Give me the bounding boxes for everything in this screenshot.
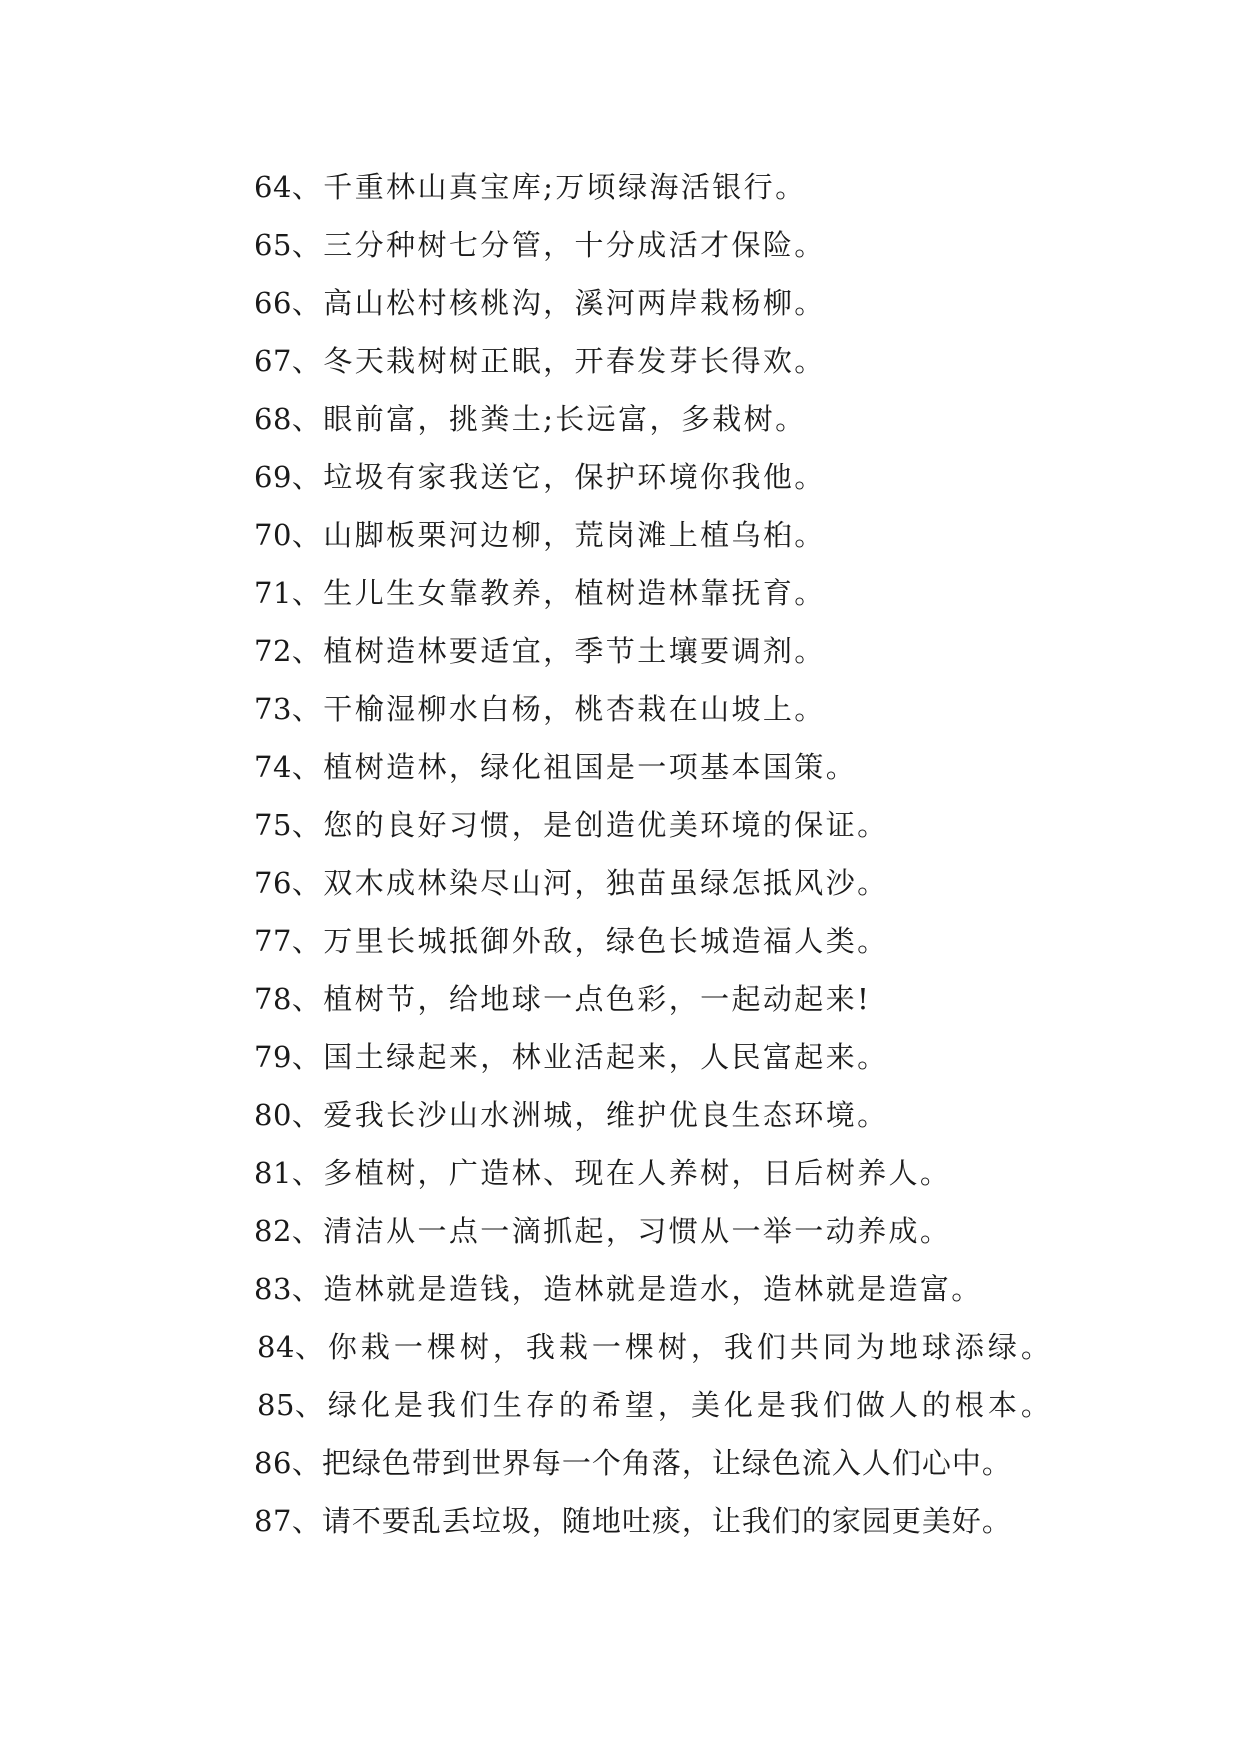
- slogan-number: 74: [254, 750, 292, 784]
- slogan-number: 71: [254, 576, 292, 610]
- slogan-number: 66: [254, 286, 292, 320]
- slogan-number: 84: [257, 1330, 295, 1364]
- slogan-text: 、你栽一棵树，我栽一棵树，我们共同为地球添绿。: [294, 1330, 1054, 1364]
- slogan-item: [254, 680, 1154, 738]
- slogan-number: 85: [257, 1388, 295, 1422]
- slogan-item: [254, 448, 1154, 506]
- slogan-text: 、请不要乱丢垃圾，随地吐痰，让我们的家园更美好。: [291, 1504, 1012, 1538]
- slogan-text: 、山脚板栗河边柳，荒岗滩上植乌桕。: [291, 518, 826, 552]
- slogan-text: 、双木成林染尽山河，独苗虽绿怎抵风沙。: [291, 866, 889, 900]
- slogan-text: 、爱我长沙山水洲城，维护优良生态环境。: [291, 1098, 889, 1132]
- slogan-number: 82: [254, 1214, 292, 1248]
- slogan-text: 、植树节，给地球一点色彩，一起动起来!: [291, 982, 872, 1016]
- slogan-number: 69: [254, 460, 292, 494]
- slogan-item: [254, 738, 1154, 796]
- slogan-list: [254, 158, 1154, 1550]
- slogan-number: 77: [254, 924, 292, 958]
- slogan-number: 87: [254, 1504, 292, 1538]
- slogan-number: 79: [254, 1040, 292, 1074]
- slogan-text: 、您的良好习惯，是创造优美环境的保证。: [291, 808, 889, 842]
- slogan-item: [254, 1376, 1154, 1434]
- slogan-item: [254, 216, 1154, 274]
- slogan-item: [254, 390, 1154, 448]
- slogan-number: 78: [254, 982, 292, 1016]
- slogan-item: [254, 332, 1154, 390]
- slogan-text: 、多植树，广造林、现在人养树，日后树养人。: [291, 1156, 952, 1190]
- slogan-number: 67: [254, 344, 292, 378]
- slogan-number: 75: [254, 808, 292, 842]
- slogan-text: 、三分种树七分管，十分成活才保险。: [291, 228, 826, 262]
- slogan-item: [254, 854, 1154, 912]
- slogan-text: 、万里长城抵御外敌，绿色长城造福人类。: [291, 924, 889, 958]
- slogan-number: 68: [254, 402, 292, 436]
- slogan-text: 、国土绿起来，林业活起来，人民富起来。: [291, 1040, 889, 1074]
- slogan-item: [254, 1260, 1154, 1318]
- slogan-item: [254, 1492, 1154, 1550]
- slogan-number: 81: [254, 1156, 292, 1190]
- slogan-text: 、眼前富，挑粪土;长远富，多栽树。: [291, 402, 807, 436]
- slogan-item: [254, 912, 1154, 970]
- slogan-text: 、千重林山真宝库;万顷绿海活银行。: [291, 170, 807, 204]
- slogan-item: [254, 506, 1154, 564]
- slogan-item: [254, 1434, 1154, 1492]
- slogan-item: [254, 158, 1154, 216]
- slogan-text: 、干榆湿柳水白杨，桃杏栽在山坡上。: [291, 692, 826, 726]
- slogan-text: 、绿化是我们生存的希望，美化是我们做人的根本。: [294, 1388, 1054, 1422]
- slogan-number: 64: [254, 170, 292, 204]
- slogan-number: 83: [254, 1272, 292, 1306]
- slogan-item: [254, 622, 1154, 680]
- slogan-number: 72: [254, 634, 292, 668]
- slogan-item: [254, 274, 1154, 332]
- slogan-text: 、生儿生女靠教养，植树造林靠抚育。: [291, 576, 826, 610]
- slogan-text: 、垃圾有家我送它，保护环境你我他。: [291, 460, 826, 494]
- slogan-text: 、清洁从一点一滴抓起，习惯从一举一动养成。: [291, 1214, 952, 1248]
- slogan-text: 、把绿色带到世界每一个角落，让绿色流入人们心中。: [291, 1446, 1012, 1480]
- slogan-item: [254, 564, 1154, 622]
- slogan-item: [254, 1028, 1154, 1086]
- slogan-text: 、植树造林，绿化祖国是一项基本国策。: [291, 750, 858, 784]
- slogan-number: 86: [254, 1446, 292, 1480]
- slogan-number: 70: [254, 518, 292, 552]
- slogan-number: 76: [254, 866, 292, 900]
- slogan-text: 、冬天栽树树正眠，开春发芽长得欢。: [291, 344, 826, 378]
- slogan-text: 、高山松村核桃沟，溪河两岸栽杨柳。: [291, 286, 826, 320]
- slogan-item: [254, 1144, 1154, 1202]
- slogan-text: 、植树造林要适宜，季节土壤要调剂。: [291, 634, 826, 668]
- slogan-item: [254, 1318, 1154, 1376]
- slogan-item: [254, 970, 1154, 1028]
- slogan-number: 80: [254, 1098, 292, 1132]
- slogan-item: [254, 796, 1154, 854]
- slogan-item: [254, 1202, 1154, 1260]
- slogan-number: 73: [254, 692, 292, 726]
- slogan-text: 、造林就是造钱，造林就是造水，造林就是造富。: [291, 1272, 983, 1306]
- slogan-item: [254, 1086, 1154, 1144]
- slogan-number: 65: [254, 228, 292, 262]
